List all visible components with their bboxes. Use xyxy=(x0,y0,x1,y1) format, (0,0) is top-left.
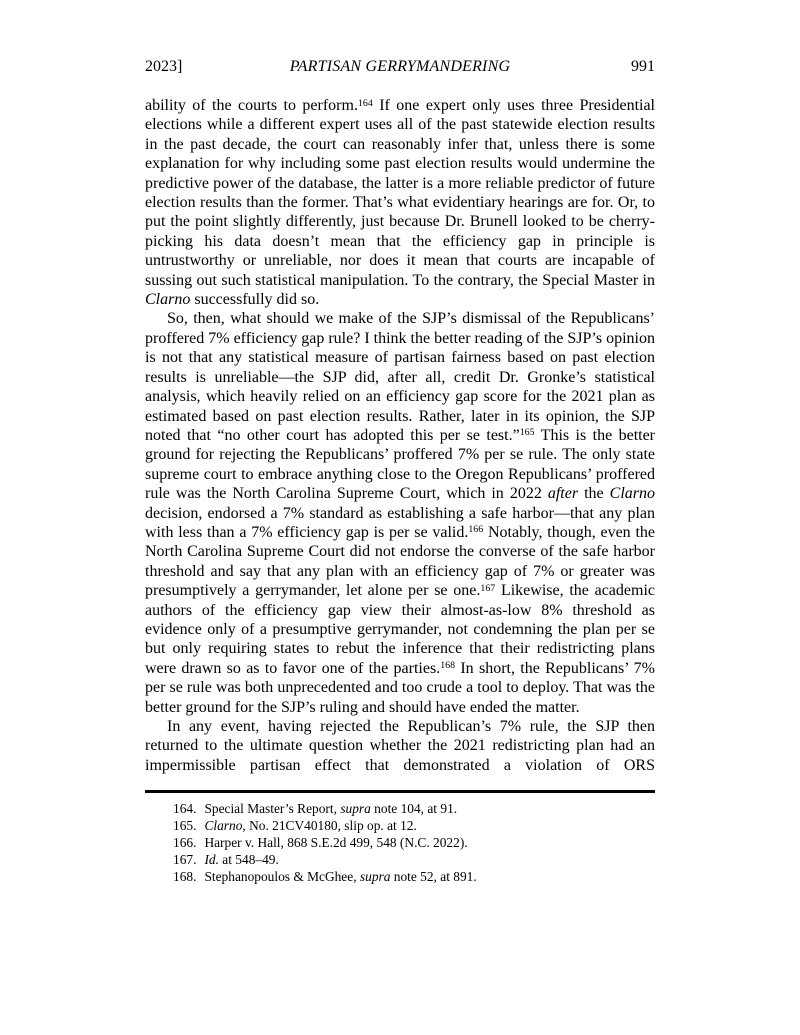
footnote-separator xyxy=(145,790,655,793)
body-paragraph: So, then, what should we make of the SJP’s dismissal of the Republicans’ proffered 7% efficiency gap rule? I think the better reading of the SJP’s opinion is not that any statistical measure of partisan fairness based on past election results is unreliable—the SJP did, after all, credit Dr. Gronke’s statistical analysis, which heavily relied on an efficiency gap score for the 2021 plan as estimated based on past election results. Rather, later in its opinion, the SJP noted that “no other court has adopted this per se test.”$^{165}$ This is the better ground for rejecting the Republicans’ proffered 7% per se rule. The only state supreme court to embrace anything close to the Oregon Republicans’ proffered rule was the North Carolina Supreme Court, which in 2022 after the Clarno decision, endorsed a 7% standard as establishing a safe harbor—that any plan with less than a 7% efficiency gap is per se valid.$^{166}$ Notably, though, even the North Carolina Supreme Court did not endorse the converse of the safe harbor threshold and say that any plan with an efficiency gap of 7% or greater was presumptively a gerrymander, let alone per se one.$^{167}$ Likewise, the academic authors of the efficiency gap view their almost-as-low 8% threshold as evidence only of a presumptive gerrymander, not condemning the plan per se but only requiring states to rebut the inference that their redistricting plans were drawn so as to favor one of the parties.$^{168}$ In short, the Republicans’ 7% per se rule was both unprecedented and too crude a tool to deploy. That was the better ground for the SJP’s ruling and should have ended the matter. xyxy=(145,310,656,716)
footnote-number: 164. xyxy=(173,801,197,817)
footnote-number: 168. xyxy=(173,869,197,885)
footnote-item xyxy=(173,834,655,851)
footnote-text: Harper v. Hall, 868 S.E.2d 499, 548 (N.C. 2022). xyxy=(204,835,468,851)
footnote-item xyxy=(173,800,655,817)
footnote-text: Clarno, No. 21CV40180, slip op. at 12. xyxy=(204,818,417,834)
body-paragraph: In any event, having rejected the Republican’s 7% rule, the SJP then returned to the ultimate question whether the 2021 redistricting plan had an impermissible partisan effect that demonstrated a violation of ORS xyxy=(145,718,655,774)
body-paragraph: ability of the courts to perform.$^{164}$ If one expert only uses three Presidential elections while a different expert uses all of the past statewide election results in the past decade, the court can reasonably infer that, unless there is some explanation for why including some past election results would undermine the predictive power of the database, the latter is a more reliable predictor of future election results than the former. That’s what evidentiary hearings are for. Or, to put the point slightly differently, just because Dr. Brunell looked to be cherry-picking his data doesn’t mean that the efficiency gap in principle is untrustworthy or unreliable, nor does it mean that courts are incapable of sussing out such statistical manipulation. To the contrary, the Special Master in Clarno successfully did so. xyxy=(145,97,656,309)
footnote-text: Special Master’s Report, supra note 104, at 91. xyxy=(204,801,458,817)
footnote-number: 165. xyxy=(173,818,197,834)
footnote-number: 166. xyxy=(173,835,197,851)
footnote-number: 167. xyxy=(173,852,197,868)
footnote-text: Stephanopoulos & McGhee, supra note 52, at 891. xyxy=(204,869,477,885)
header-year: 2023] xyxy=(145,58,183,75)
header-title: PARTISAN GERRYMANDERING xyxy=(289,58,511,75)
footnote-item xyxy=(173,868,655,885)
footnote-item xyxy=(173,851,655,868)
article-body xyxy=(145,96,655,775)
page-content xyxy=(145,57,655,885)
footnote-item xyxy=(173,817,655,834)
footnote-text: Id. at 548–49. xyxy=(204,852,279,868)
header-page-number: 991 xyxy=(631,58,655,75)
footnotes xyxy=(145,800,655,885)
running-header xyxy=(145,57,655,77)
